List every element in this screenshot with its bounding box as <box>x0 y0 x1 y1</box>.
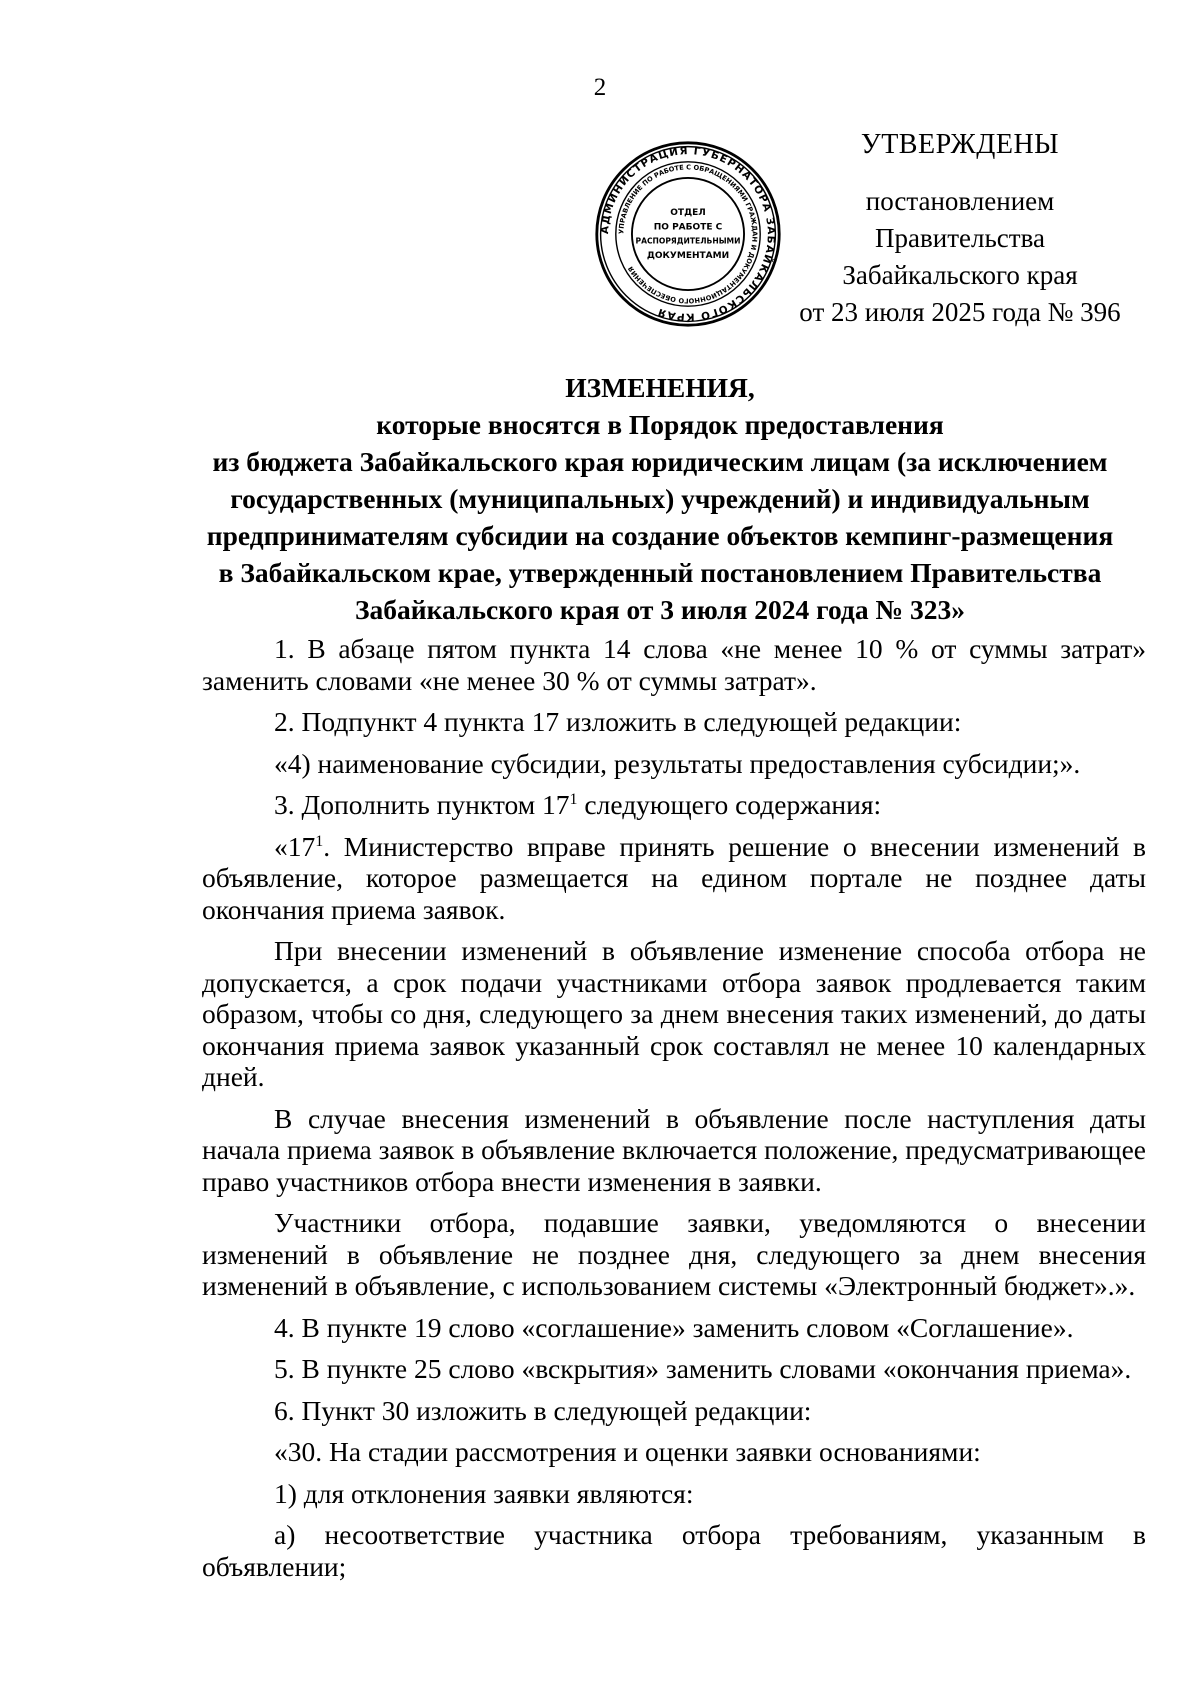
official-seal-stamp <box>593 139 783 329</box>
stamp-outer-text: АДМИНИСТРАЦИЯ ГУБЕРНАТОРА ЗАБАЙКАЛЬСКОГО КРАЯ <box>599 145 777 323</box>
stamp-center-line-1: ОТДЕЛ <box>670 208 706 218</box>
stamp-center-line-3: РАСПОРЯДИТЕЛЬНЫМИ <box>635 236 741 246</box>
paragraph-4 <box>202 789 1146 821</box>
title-line-6: в Забайкальском крае, утвержденный постановлением Правительства <box>218 557 1102 588</box>
stamp-center-line-4: ДОКУМЕНТАМИ <box>646 250 730 261</box>
stamp-center-line-2: ПО РАБОТЕ С <box>653 222 723 233</box>
paragraph-13: 1) для отклонения заявки являются: <box>274 1477 694 1509</box>
document-body <box>202 633 1146 1582</box>
title-line-1: ИЗМЕНЕНИЯ, <box>565 372 755 403</box>
paragraph-4-text-a: 3. Дополнить пунктом 17 <box>274 789 570 820</box>
document-title <box>190 369 1130 628</box>
paragraph-14: а) несоответствие участника отбора требованиям, указанным в объявлении; <box>202 1519 1146 1582</box>
title-line-3: из бюджета Забайкальского края юридическим лицам (за исключением <box>212 446 1108 477</box>
title-line-5: предпринимателям субсидии на создание объектов кемпинг-размещения <box>206 520 1114 551</box>
paragraph-12: «30. На стадии рассмотрения и оценки заявки основаниями: <box>274 1436 981 1467</box>
approval-heading: УТВЕРЖДЕНЫ <box>860 129 1060 160</box>
title-line-2: которые вносятся в Порядок предоставления <box>376 409 944 440</box>
title-line-7: Забайкальского края от 3 июля 2024 года № 323» <box>355 594 965 625</box>
stamp-inner-ring-text: УПРАВЛЕНИЕ ПО РАБОТЕ С ОБРАЩЕНИЯМИ ГРАЖДАН И ДОКУМЕНТАЦИОННОГО ОБЕСПЕЧЕНИЯ <box>617 163 759 305</box>
paragraph-10: 5. В пункте 25 слово «вскрытия» заменить словами «окончания приема». <box>274 1353 1132 1384</box>
title-line-4: государственных (муниципальных) учреждений) и индивидуальным <box>230 483 1090 514</box>
paragraph-8: Участники отбора, подавшие заявки, уведомляются о внесении изменений в объявление не позднее дня, следующего за днем внесения изменений в объявление, с использованием системы «Электронный бюджет».». <box>202 1207 1146 1301</box>
approval-line-2: Забайкальского края <box>842 260 1078 290</box>
paragraph-2: 2. Подпункт 4 пункта 17 изложить в следующей редакции: <box>274 706 962 737</box>
svg-text:УПРАВЛЕНИЕ ПО РАБОТЕ С ОБРАЩЕН <box>617 163 758 304</box>
paragraph-7: В случае внесения изменений в объявление после наступления даты начала приема заявок в объявление включается положение, предусматривающее право участников отбора внести изменения в заявки. <box>202 1102 1146 1197</box>
paragraph-9: 4. В пункте 19 слово «соглашение» заменить словом «Соглашение». <box>274 1311 1074 1343</box>
paragraph-5-superscript: 1 <box>315 832 324 850</box>
paragraph-6: При внесении изменений в объявление изменение способа отбора не допускается, а срок подачи участниками отбора заявок продлевается таким образом, чтобы со дня, следующего за днем внесения таких изменений, до даты окончания приема заявок указанный срок составлял не менее 10 календарных дней. <box>202 935 1146 1092</box>
approval-block <box>780 126 1140 331</box>
paragraph-5 <box>202 831 1146 926</box>
paragraph-5-text-a: «17 <box>274 830 316 862</box>
approval-line-1: постановлением Правительства <box>865 186 1055 253</box>
paragraph-5-text-b: . Министерство вправе принять решение о внесении изменений в объявление, которое размещается на едином портале не позднее даты окончания приема заявок. <box>202 830 1146 925</box>
paragraph-11: 6. Пункт 30 изложить в следующей редакции: <box>274 1394 812 1426</box>
paragraph-1: 1. В абзаце пятом пункта 14 слова «не менее 10 % от суммы затрат» заменить словами «не менее 30 % от суммы затрат». <box>202 633 1146 696</box>
paragraph-4-text-b: следующего содержания: <box>577 789 882 820</box>
paragraph-4-superscript: 1 <box>569 790 578 808</box>
approval-line-3: от 23 июля 2025 года № 396 <box>799 297 1121 327</box>
paragraph-3: «4) наименование субсидии, результаты предоставления субсидии;». <box>274 747 1081 779</box>
page-number: 2 <box>593 74 607 101</box>
